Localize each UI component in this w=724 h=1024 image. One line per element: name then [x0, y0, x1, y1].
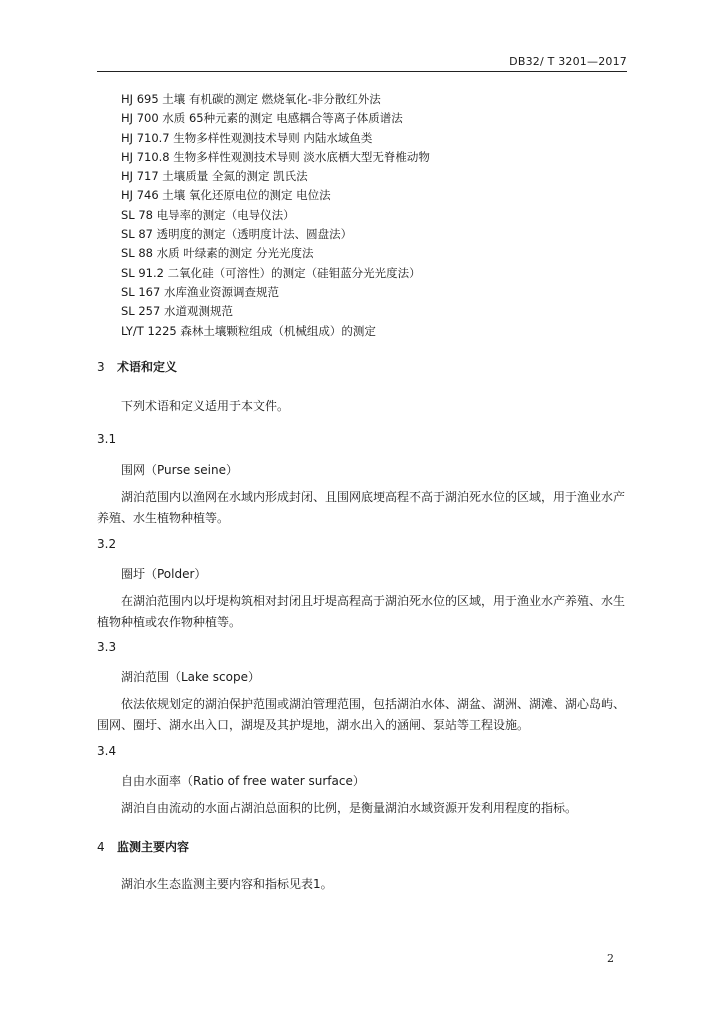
reference-item: HJ 746 土壤 氧化还原电位的测定 电位法 [121, 188, 331, 203]
term-number: 3.3 [97, 640, 117, 654]
section-4-number: 4 [97, 840, 105, 854]
term-title: 围网（Purse seine） [121, 463, 238, 477]
term-number: 3.2 [97, 537, 117, 551]
term-number: 3.1 [97, 432, 117, 446]
term-definition: 依法依规划定的湖泊保护范围或湖泊管理范围，包括湖泊水体、湖盆、湖洲、湖滩、湖心岛屿、围网、圈圩、湖水出入口，湖堤及其护堤地，湖水出入的涵闸、泵站等工程设施。 [97, 697, 626, 732]
reference-item: LY/T 1225 森林土壤颗粒组成（机械组成）的测定 [121, 323, 376, 338]
reference-item: HJ 695 土壤 有机碳的测定 燃烧氧化-非分散红外法 [121, 92, 381, 106]
term-definition: 湖泊自由流动的水面占湖泊总面积的比例，是衡量湖泊水域资源开发利用程度的指标。 [121, 801, 578, 815]
reference-item: SL 87 透明度的测定（透明度计法、圆盘法） [121, 227, 353, 242]
reference-item: HJ 717 土壤质量 全氮的测定 凯氏法 [121, 169, 308, 184]
reference-item: SL 257 水道观测规范 [121, 304, 233, 319]
reference-item: HJ 710.8 生物多样性观测技术导则 淡水底栖大型无脊椎动物 [121, 149, 430, 164]
reference-item: SL 78 电导率的测定（电导仪法） [121, 207, 295, 222]
term-title: 自由水面率（Ratio of free water surface） [121, 774, 365, 788]
section-4-title: 监测主要内容 [117, 840, 190, 854]
reference-item: HJ 710.7 生物多样性观测技术导则 内陆水域鱼类 [121, 130, 373, 145]
section-3-intro: 下列术语和定义适用于本文件。 [121, 399, 290, 413]
section-3-number: 3 [97, 360, 105, 374]
term-title: 湖泊范围（Lake scope） [121, 670, 260, 684]
section-3-title: 术语和定义 [117, 360, 178, 374]
page-number: 2 [607, 952, 614, 965]
reference-item: SL 91.2 二氧化硅（可溶性）的测定（硅钼蓝分光光度法） [121, 265, 421, 280]
normative-references-list [121, 90, 430, 341]
document-id-header: DB32/ T 3201—2017 [509, 55, 627, 68]
term-number: 3.4 [97, 744, 117, 758]
section-4-intro: 湖泊水生态监测主要内容和指标见表1。 [121, 877, 333, 891]
term-title: 圈圩（Polder） [121, 567, 207, 581]
reference-item: SL 167 水库渔业资源调查规范 [121, 284, 279, 299]
reference-item: HJ 700 水质 65种元素的测定 电感耦合等离子体质谱法 [121, 111, 403, 126]
section-4-heading [97, 838, 189, 855]
term-definition: 湖泊范围内以渔网在水域内形成封闭、且围网底埂高程不高于湖泊死水位的区域，用于渔业水产养殖、水生植物种植等。 [97, 490, 626, 525]
reference-item: SL 88 水质 叶绿素的测定 分光光度法 [121, 246, 314, 261]
term-definition: 在湖泊范围内以圩堤构筑相对封闭且圩堤高程高于湖泊死水位的区域，用于渔业水产养殖、水生植物种植或农作物种植等。 [97, 594, 626, 629]
header-rule [97, 71, 627, 72]
section-3-heading [97, 358, 177, 375]
